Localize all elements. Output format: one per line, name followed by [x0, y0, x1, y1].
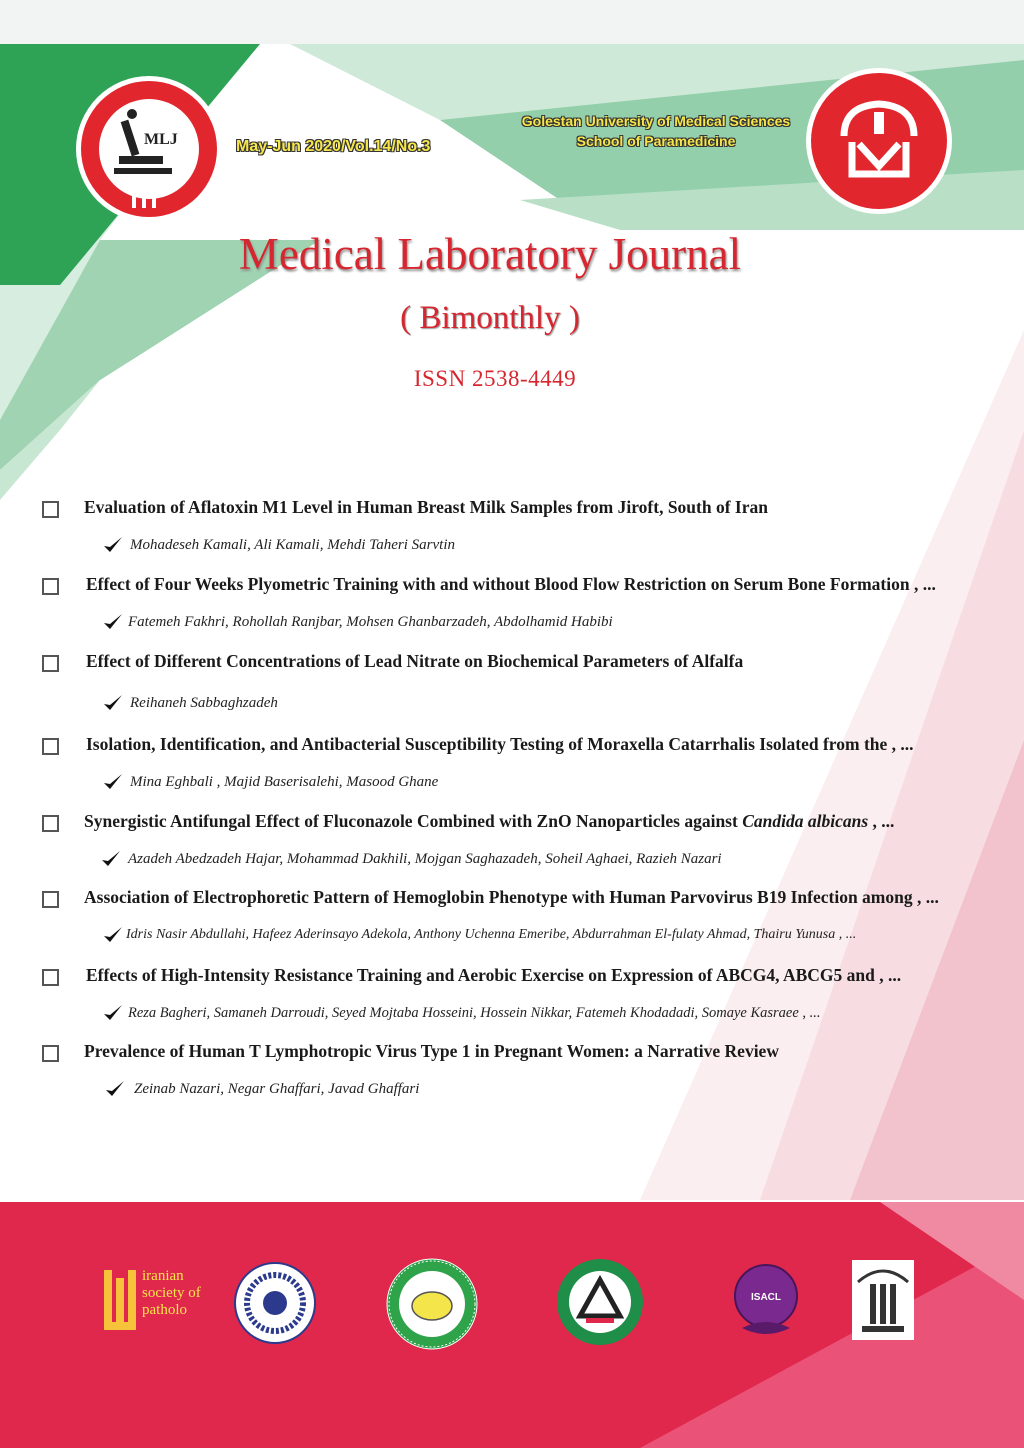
journal-frequency: ( Bimonthly ) [400, 300, 580, 336]
article-title[interactable]: Effect of Four Weeks Plyometric Training with and without Blood Flow Restriction on Serum Bone Formation , ... [86, 574, 936, 594]
checkbox[interactable] [42, 891, 59, 908]
article-authors: Reza Bagheri, Samaneh Darroudi, Seyed Mojtaba Hosseini, Hossein Nikkar, Fatemeh Khodadadi, Somaye Kasraee , ... [128, 1005, 821, 1021]
checkbox[interactable] [42, 1045, 59, 1062]
lab-science-association-logo [386, 1258, 478, 1350]
article-item[interactable] [0, 574, 1024, 648]
article-authors: Azadeh Abedzadeh Hajar, Mohammad Dakhili, Mojgan Saghazadeh, Soheil Aghaei, Razieh Nazari [128, 851, 722, 867]
article-title[interactable]: Association of Electrophoretic Pattern of Hemoglobin Phenotype with Human Parvovirus B19 Infection among , ... [84, 887, 939, 907]
article-item[interactable] [0, 651, 1024, 725]
article-title[interactable]: Effects of High-Intensity Resistance Training and Aerobic Exercise on Expression of ABCG4, ABCG5 and , ... [86, 965, 902, 985]
article-title[interactable]: Prevalence of Human T Lymphotropic Virus Type 1 in Pregnant Women: a Narrative Review [84, 1041, 779, 1061]
species-name: Candida albicans [742, 811, 869, 831]
school-name: School of Paramedicine [576, 133, 736, 149]
checkmark-icon [102, 925, 124, 945]
checkmark-icon [102, 535, 124, 555]
checkbox[interactable] [42, 655, 59, 672]
university-emblem-logo [852, 1260, 914, 1340]
article-item[interactable] [0, 965, 1024, 1039]
checkmark-icon [102, 1003, 124, 1023]
checkbox[interactable] [42, 815, 59, 832]
checkbox[interactable] [42, 738, 59, 755]
journal-title: Medical Laboratory Journal [238, 229, 742, 279]
article-item[interactable] [0, 811, 1024, 885]
article-item[interactable] [0, 1041, 1024, 1115]
isacl-purple-logo [734, 1264, 798, 1342]
article-authors: Reihaneh Sabbaghzadeh [130, 695, 278, 711]
checkbox[interactable] [42, 501, 59, 518]
checkmark-icon [102, 612, 124, 632]
pathology-society-name: iranian society of patholo [142, 1268, 201, 1318]
article-title[interactable]: Evaluation of Aflatoxin M1 Level in Human Breast Milk Samples from Jiroft, South of Iran [84, 497, 768, 517]
article-title[interactable]: Isolation, Identification, and Antibacterial Susceptibility Testing of Moraxella Catarrhalis Isolated from the , ... [86, 734, 914, 754]
article-item[interactable] [0, 497, 1024, 571]
journal-issn: ISSN 2538-4449 [413, 366, 577, 391]
parasitology-society-logo [234, 1262, 316, 1344]
university-name: Golestan University of Medical Sciences [521, 113, 791, 129]
pathology-society-logo [100, 1266, 138, 1334]
isacl-green-logo [556, 1258, 644, 1346]
article-item[interactable] [0, 734, 1024, 808]
checkbox[interactable] [42, 578, 59, 595]
checkmark-icon [100, 849, 122, 869]
article-authors: Idris Nasir Abdullahi, Hafeez Aderinsayo Adekola, Anthony Uchenna Emeribe, Abdurrahman El-fulaty Ahmad, Thairu Yunusa , ... [126, 927, 857, 942]
article-authors: Mina Eghbali , Majid Baserisalehi, Masood Ghane [130, 774, 439, 790]
svg-text:ISACL: ISACL [751, 1292, 781, 1303]
checkmark-icon [102, 772, 124, 792]
article-title[interactable]: Synergistic Antifungal Effect of Fluconazole Combined with ZnO Nanoparticles against Candida albicans , ... [84, 811, 895, 831]
article-authors: Zeinab Nazari, Negar Ghaffari, Javad Ghaffari [134, 1081, 420, 1097]
journal-logo [74, 74, 224, 224]
checkbox[interactable] [42, 969, 59, 986]
article-authors: Fatemeh Fakhri, Rohollah Ranjbar, Mohsen Ghanbarzadeh, Abdolhamid Habibi [128, 614, 613, 630]
checkmark-icon [104, 1079, 126, 1099]
issue-info: May-Jun 2020/Vol.14/No.3 [236, 138, 431, 155]
article-authors: Mohadeseh Kamali, Ali Kamali, Mehdi Taheri Sarvtin [130, 537, 455, 553]
article-item[interactable] [0, 887, 1024, 961]
article-title[interactable]: Effect of Different Concentrations of Lead Nitrate on Biochemical Parameters of Alfalfa [86, 651, 744, 671]
university-info [508, 111, 804, 151]
checkmark-icon [102, 693, 124, 713]
svg-text:MLJ: MLJ [144, 131, 178, 148]
university-logo [804, 66, 954, 216]
